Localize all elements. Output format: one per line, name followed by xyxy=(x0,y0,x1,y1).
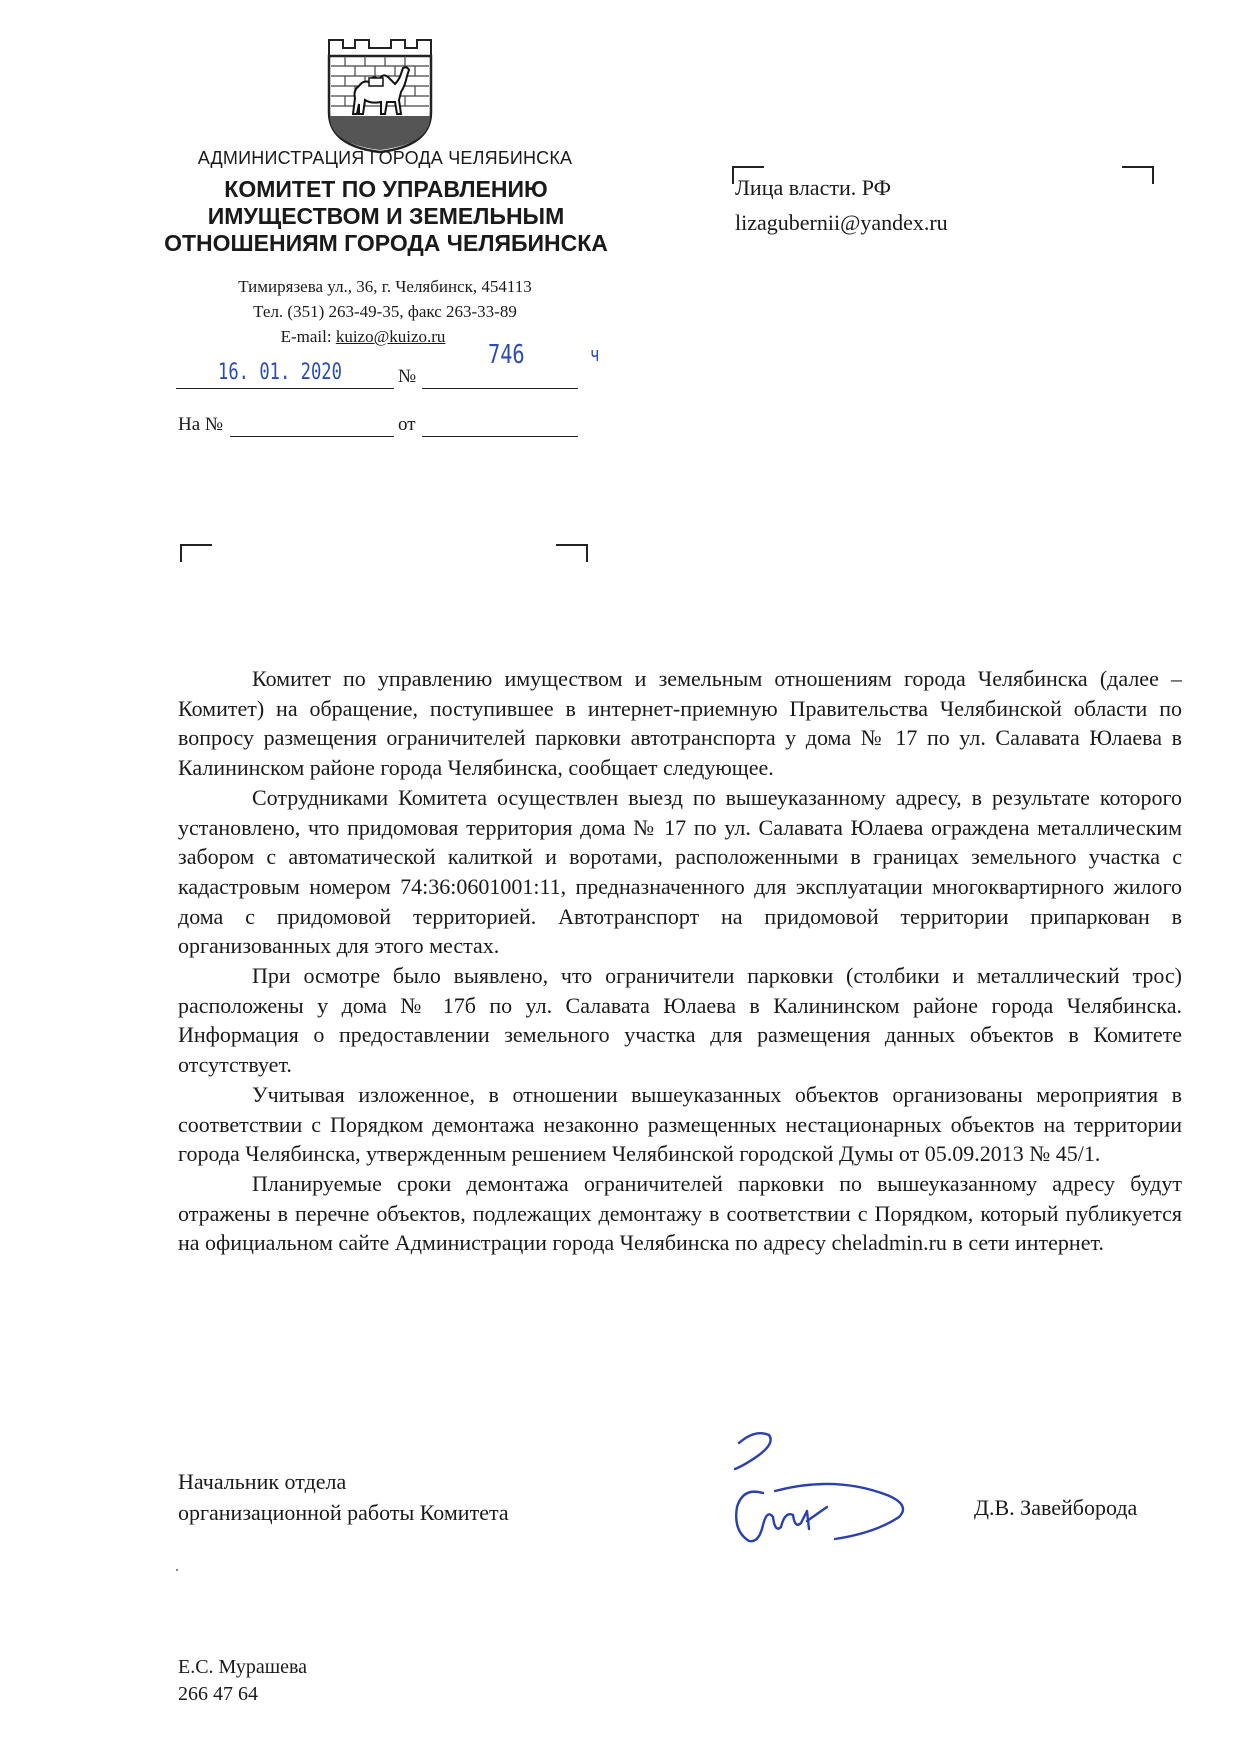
number-label: № xyxy=(398,366,417,387)
subject-corner-left xyxy=(180,544,212,562)
reply-to-label: На № xyxy=(178,414,224,435)
body-paragraph: Учитывая изложенное, в отношении вышеуказанных объектов организованы мероприятия в соответствии с Порядком демонтажа незаконно размещенных нестационарных объектов на территории города Челябинска, утвержденным решением Челябинской городской Думы от 05.09.2013 № 45/1. xyxy=(178,1081,1182,1167)
executor-block xyxy=(178,1654,307,1708)
recipient-corner-right xyxy=(1122,166,1154,184)
coat-of-arms-icon xyxy=(325,34,435,154)
number-suffix-stamp: ч xyxy=(590,342,600,366)
email-label: E-mail: xyxy=(280,327,332,346)
letter-body xyxy=(178,664,1182,1258)
reply-from-label: от xyxy=(398,414,416,435)
reply-date-line xyxy=(422,436,578,437)
committee-phone: Тел. (351) 263-49-35, факс 263-33-89 xyxy=(253,302,517,321)
number-line xyxy=(422,388,578,389)
recipient-name: Лица власти. РФ xyxy=(735,175,891,200)
recipient-block xyxy=(735,170,948,240)
signatory-title-line-1: Начальник отдела xyxy=(178,1469,347,1494)
executor-phone: 266 47 64 xyxy=(178,1683,258,1705)
administration-name: АДМИНИСТРАЦИЯ ГОРОДА ЧЕЛЯБИНСКА xyxy=(197,148,573,168)
scan-speck xyxy=(176,1569,178,1571)
committee-contacts xyxy=(170,274,600,349)
body-paragraph: При осмотре было выявлено, что ограничители парковки (столбики и металлический трос) расположены у дома № 17б по ул. Салавата Юлаева в Калининском районе города Челябинска. Информация о предоставлении земельного участка для размещения данных объектов в Комитете отсутствует. xyxy=(178,963,1182,1078)
executor-name: Е.С. Мурашева xyxy=(178,1656,308,1678)
committee-address: Тимирязева ул., 36, г. Челябинск, 454113 xyxy=(238,277,532,296)
body-paragraph: Комитет по управлению имуществом и земельным отношениям города Челябинска (далее – Комитет) на обращение, поступившее в интернет-приемную Правительства Челябинской области по вопросу размещения ограничителей парковки автотранспорта у дома № 17 по ул. Салавата Юлаева в Калининском районе города Челябинска, сообщает следующее. xyxy=(178,666,1182,781)
handwritten-signature xyxy=(715,1425,935,1565)
subject-corner-right xyxy=(556,544,588,562)
committee-name-line-2: ИМУЩЕСТВОМ И ЗЕМЕЛЬНЫМ xyxy=(207,203,565,229)
signatory-title xyxy=(178,1466,509,1528)
reply-number-line xyxy=(230,436,394,437)
committee-name-line-1: КОМИТЕТ ПО УПРАВЛЕНИЮ xyxy=(224,176,548,202)
committee-name xyxy=(118,176,654,257)
committee-email xyxy=(170,324,600,349)
signatory-name: Д.В. Завейборода xyxy=(974,1495,1138,1520)
email-link[interactable]: kuizo@kuizo.ru xyxy=(335,327,446,346)
date-stamp: 16. 01. 2020 xyxy=(218,360,342,385)
signatory-title-line-2: организационной работы Комитета xyxy=(178,1500,509,1525)
committee-name-line-3: ОТНОШЕНИЯМ ГОРОДА ЧЕЛЯБИНСКА xyxy=(164,230,608,256)
body-paragraph: Сотрудниками Комитета осуществлен выезд по вышеуказанному адресу, в результате которого установлено, что придомовая территория дома № 17 по ул. Салавата Юлаева ограждена металлическим забором с автоматической калиткой и воротами, расположенными в границах земельного участка с кадастровым номером 74:36:0601001:11, предназначенного для эксплуатации многоквартирного жилого дома с придомовой территорией. Автотранспорт на придомовой территории припаркован в организованных для этого местах. xyxy=(178,784,1182,959)
recipient-email: lizagubernii@yandex.ru xyxy=(735,210,948,235)
number-stamp: 746 xyxy=(488,340,525,370)
date-line xyxy=(176,388,394,389)
body-paragraph: Планируемые сроки демонтажа ограничителей парковки по вышеуказанному адресу будут отражены в перечне объектов, подлежащих демонтажу в соответствии с Порядком, который публикуется на официальном сайте Администрации города Челябинска по адресу cheladmin.ru в сети интернет. xyxy=(178,1170,1182,1256)
